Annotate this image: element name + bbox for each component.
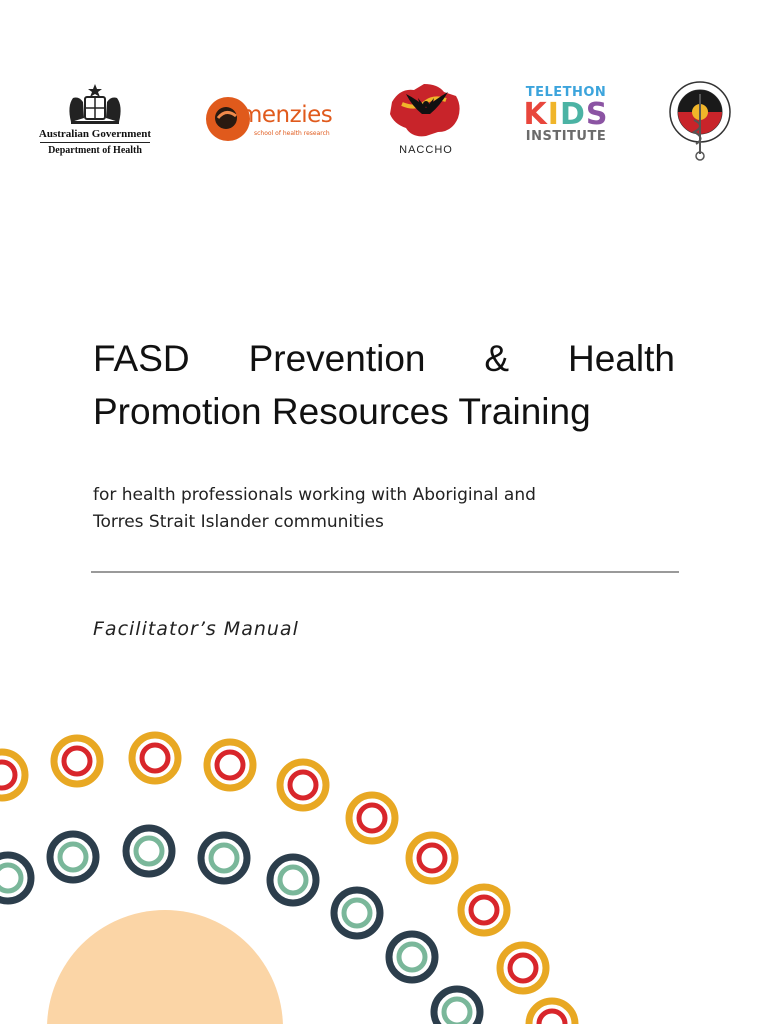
gov-line2: Department of Health bbox=[48, 145, 142, 156]
decorative-dot-art bbox=[0, 700, 770, 1024]
menzies-name: menzies bbox=[240, 102, 333, 128]
ring-dot bbox=[201, 835, 247, 881]
title-line-2: Promotion Resources Training bbox=[93, 391, 591, 432]
kids-letter-i: I bbox=[547, 97, 560, 132]
ring-dot bbox=[280, 762, 326, 808]
kids-letter-s: S bbox=[585, 97, 609, 132]
ring-dot bbox=[334, 890, 380, 936]
sun-shape bbox=[47, 910, 283, 1024]
ring-dot bbox=[349, 795, 395, 841]
manual-label: Facilitator’s Manual bbox=[93, 618, 299, 640]
ring-dot bbox=[0, 752, 25, 798]
institute-label: INSTITUTE bbox=[525, 129, 607, 144]
ring-dot bbox=[500, 945, 546, 991]
ring-dot bbox=[529, 1001, 575, 1024]
kids-letter-k: K bbox=[523, 97, 548, 132]
health-service-seal-icon bbox=[664, 80, 736, 162]
ring-dot bbox=[207, 742, 253, 788]
ring-dot bbox=[132, 735, 178, 781]
ring-dot bbox=[461, 887, 507, 933]
ring-dot bbox=[126, 828, 172, 874]
ring-dot bbox=[0, 855, 31, 901]
logo-bar bbox=[0, 0, 770, 170]
telethon-label: TELETHON bbox=[525, 85, 607, 100]
kids-wordmark bbox=[512, 97, 620, 132]
document-title bbox=[93, 332, 675, 438]
section-divider bbox=[91, 571, 679, 573]
title-line-1: FASD Prevention & Health bbox=[93, 338, 675, 379]
telethon-kids-logo bbox=[512, 86, 620, 150]
health-service-seal-logo bbox=[664, 80, 736, 162]
document-subtitle bbox=[93, 482, 653, 536]
australian-government-logo bbox=[36, 82, 154, 158]
ring-dot bbox=[270, 857, 316, 903]
subtitle-line-2: Torres Strait Islander communities bbox=[93, 512, 384, 532]
gov-line1: Australian Government bbox=[38, 128, 152, 140]
naccho-logo bbox=[382, 80, 470, 160]
subtitle-line-1: for health professionals working with Aboriginal and bbox=[93, 485, 536, 505]
ring-dot bbox=[409, 835, 455, 881]
kids-letter-d: D bbox=[559, 97, 586, 132]
ring-dot bbox=[50, 834, 96, 880]
naccho-map-eagle-icon bbox=[382, 80, 470, 142]
ring-dot bbox=[389, 934, 435, 980]
coat-of-arms-icon bbox=[63, 82, 127, 126]
naccho-label: NACCHO bbox=[399, 144, 453, 156]
ring-dot bbox=[54, 738, 100, 784]
menzies-subtitle: school of health research bbox=[254, 130, 330, 137]
gov-divider bbox=[40, 142, 150, 143]
ring-dot bbox=[434, 989, 480, 1024]
menzies-logo bbox=[204, 94, 336, 146]
